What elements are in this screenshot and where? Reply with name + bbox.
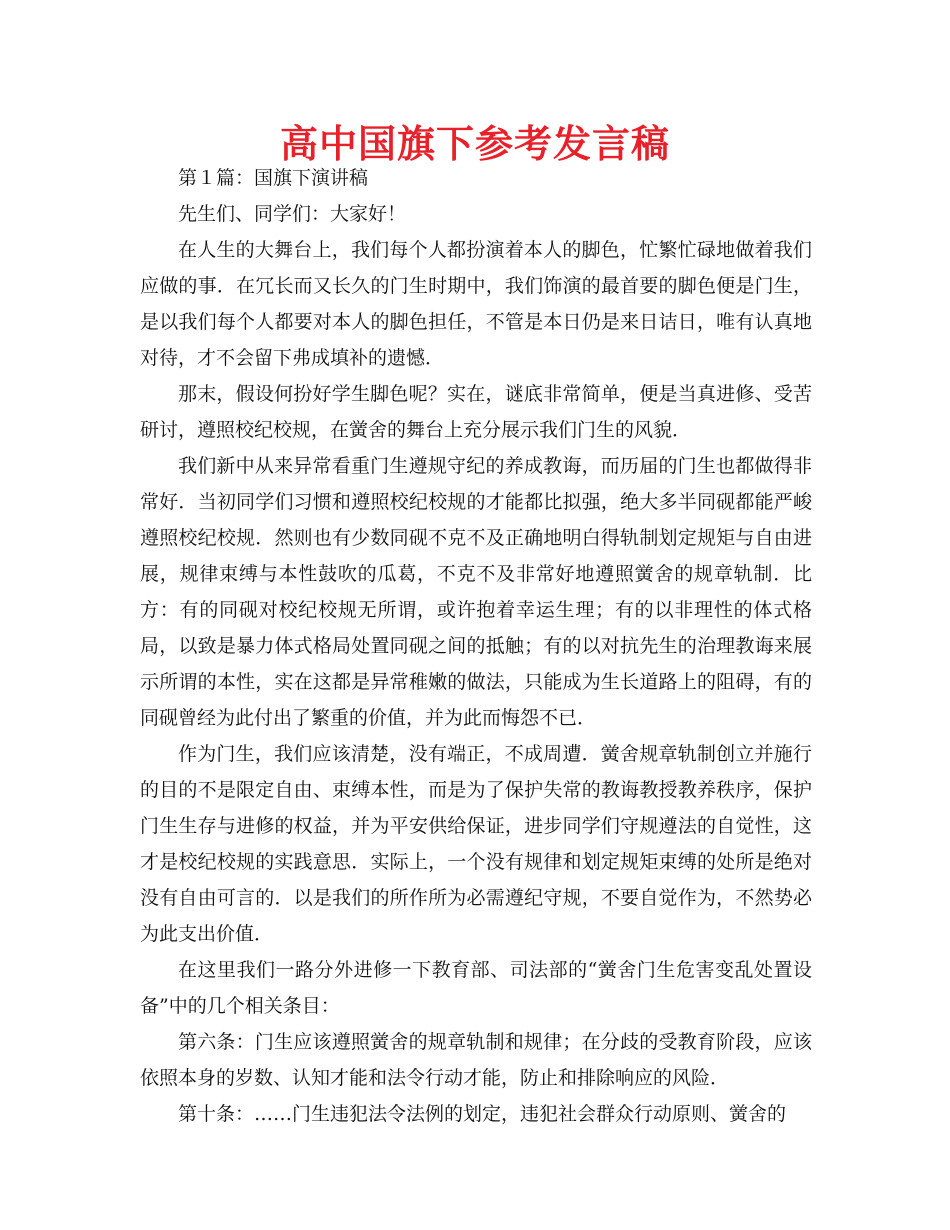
document-body: [140, 160, 812, 1132]
document-title: 高中国旗下参考发言稿: [279, 122, 670, 166]
paragraph: 在人生的大舞台上，我们每个人都扮演着本人的脚色，忙繁忙碌地做着我们应做的事．在冗长而又长久的门生时期中，我们饰演的最首要的脚色便是门生，是以我们每个人都要对本人的脚色担任，不管是本日仍是来日诘日，唯有认真地对待，才不会留下弗成填补的遗憾．: [140, 239, 812, 369]
paragraph: 在这里我们一路分外进修一下教育部、司法部的“黉舍门生危害变乱处置设备”中的几个相关条目：: [140, 959, 812, 1017]
paragraph: 作为门生，我们应该清楚，没有端正，不成周遭．黉舍规章轨制创立并施行的目的不是限定自由、束缚本性，而是为了保护失常的教诲教授教养秩序，保护门生生存与进修的权益，并为平安供给保证，进步同学们守规遵法的自觉性，这才是校纪校规的实践意思．实际上，一个没有规律和划定规矩束缚的处所是绝对没有自由可言的．以是我们的所作所为必需遵纪守规，不要自觉作为，不然势必为此支出价值．: [140, 743, 812, 945]
paragraph: 第六条：门生应该遵照黉舍的规章轨制和规律；在分歧的受教育阶段，应该依照本身的岁数、认知才能和法令行动才能，防止和排除响应的风险．: [140, 1031, 812, 1089]
paragraph-greeting: 先生们、同学们：大家好！: [178, 203, 407, 225]
paragraph-heading: 第１篇：国旗下演讲稿: [178, 167, 369, 189]
paragraph: 第十条：……门生违犯法令法例的划定，违犯社会群众行动原则、黉舍的: [178, 1103, 787, 1125]
paragraph: 我们新中从来异常看重门生遵规守纪的养成教诲，而历届的门生也都做得非常好．当初同学们习惯和遵照校纪校规的才能都比拟强，绝大多半同砚都能严峻遵照校纪校规．然则也有少数同砚不克不及正确地明白得轨制划定规矩与自由进展，规律束缚与本性鼓吹的瓜葛，不克不及非常好地遵照黉舍的规章轨制．比方：有的同砚对校纪校规无所谓，或许抱着幸运生理；有的以非理性的体式格局，以致是暴力体式格局处置同砚之间的抵触；有的以对抗先生的治理教诲来展示所谓的本性，实在这都是异常稚嫩的做法，只能成为生长道路上的阻碍，有的同砚曾经为此付出了繁重的价值，并为此而悔怨不已．: [140, 455, 812, 729]
paragraph: 那末，假设何扮好学生脚色呢？实在，谜底非常简单，便是当真进修、受苦研讨，遵照校纪校规，在黉舍的舞台上充分展示我们门生的风貌．: [140, 383, 812, 441]
